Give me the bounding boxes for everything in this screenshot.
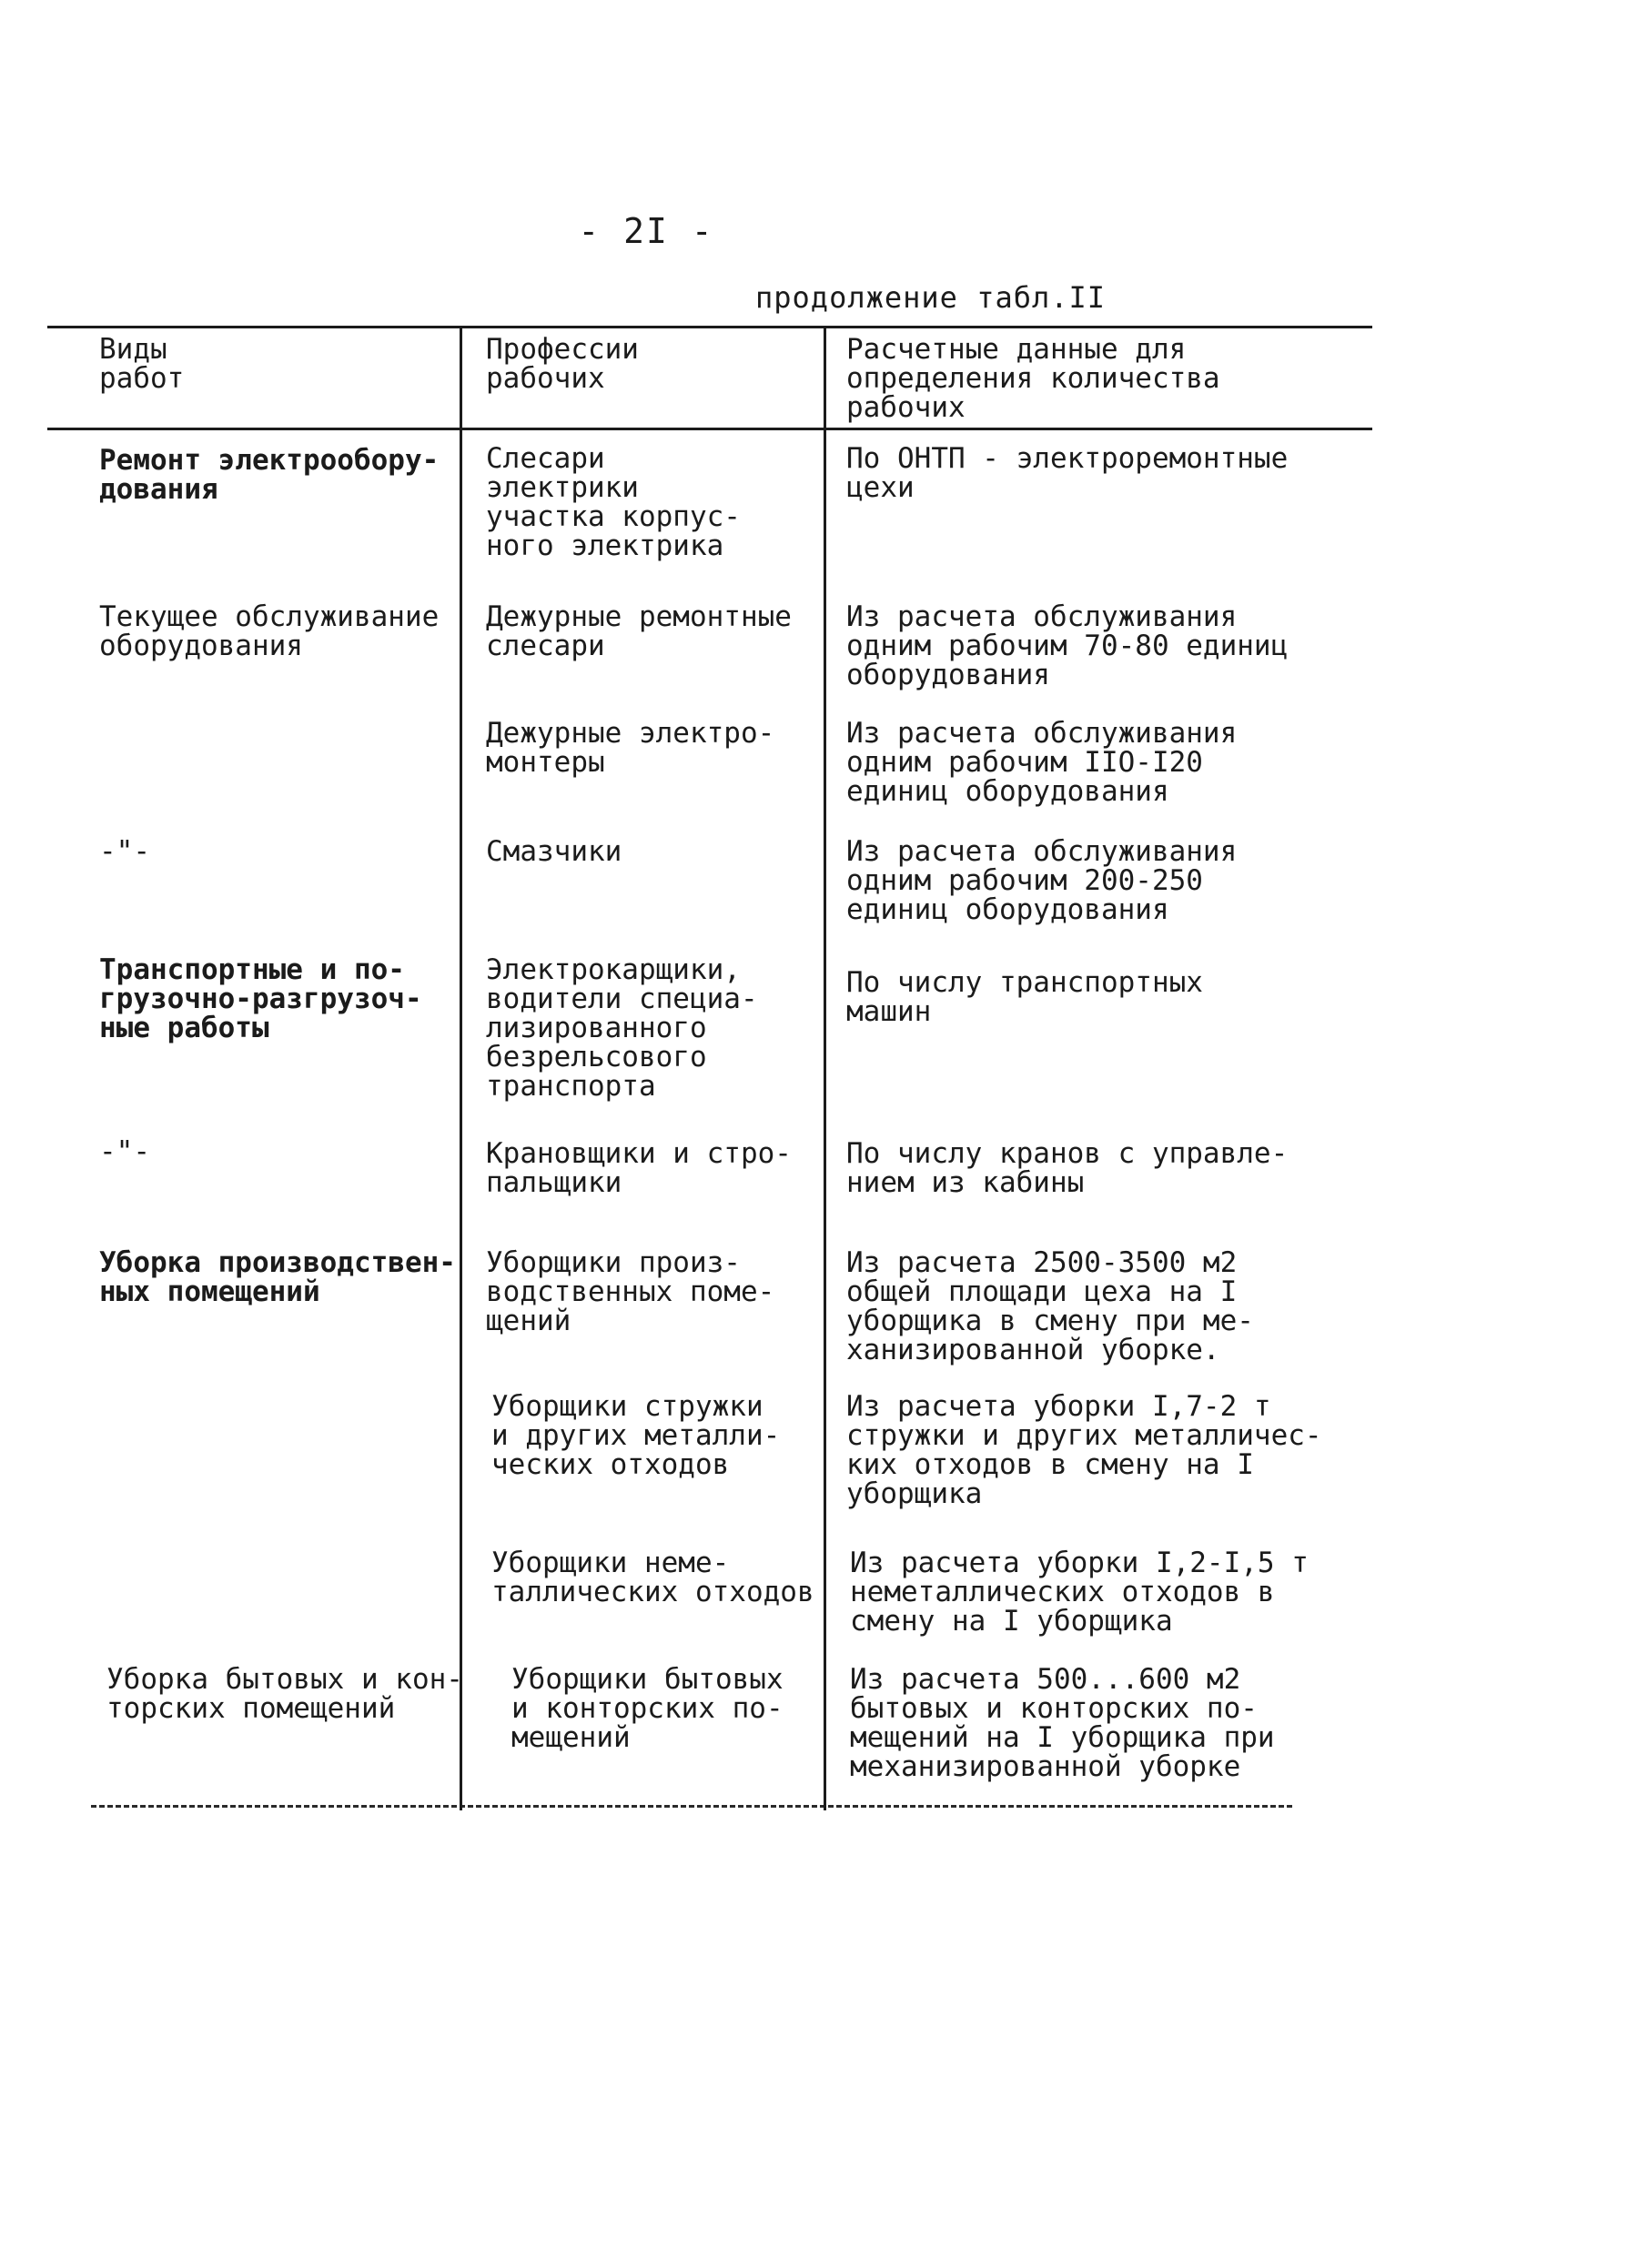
row-3-data: Из расчета обслуживания одним рабочим IIО-I20 единиц оборудования: [846, 717, 1238, 808]
row-1-data: По ОНТП - электроремонтные цехи: [846, 442, 1289, 504]
row-1-profession: Слесари электрики участка корпус- ного электрика: [486, 442, 741, 562]
table-bottom-rule: [91, 1805, 1292, 1808]
column-divider-1: [460, 326, 462, 1810]
header-work-types: Виды работ: [99, 333, 185, 395]
header-professions: Профессии рабочих: [486, 333, 639, 395]
row-7-profession: Уборщики произ- водственных поме- щений: [486, 1246, 775, 1337]
row-7-data: Из расчета 2500-3500 м2 общей площади цеха на I уборщика в смену при ме- ханизированной уборке.: [846, 1246, 1254, 1366]
row-8-profession: Уборщики стружки и других металли- ческих отходов: [491, 1390, 781, 1481]
page-number: - 2I -: [578, 211, 714, 251]
row-1-work: Ремонт электрообору- дования: [99, 444, 440, 506]
row-10-data: Из расчета 500...600 м2 бытовых и конторских по- мещений на I уборщика при механизированной уборке: [850, 1663, 1275, 1783]
row-7-work: Уборка производствен- ных помещений: [99, 1246, 456, 1308]
column-divider-2: [824, 326, 826, 1810]
table-continuation-caption: продолжение табл.II: [755, 280, 1107, 315]
row-3-profession: Дежурные электро- монтеры: [486, 717, 775, 779]
row-5-work: Транспортные и по- грузочно-разгрузоч- ные работы: [99, 953, 422, 1044]
row-8-data: Из расчета уборки I,7-2 т стружки и других металличес- ких отходов в смену на I уборщика: [846, 1390, 1322, 1510]
row-5-data: По числу транспортных машин: [846, 966, 1203, 1028]
row-4-data: Из расчета обслуживания одним рабочим 200-250 единиц оборудования: [846, 835, 1238, 926]
row-2-data: Из расчета обслуживания одним рабочим 70-80 единиц оборудования: [846, 600, 1289, 691]
row-6-work: -"-: [99, 1135, 150, 1168]
row-2-work: Текущее обслуживание оборудования: [99, 600, 440, 662]
table-top-rule: [47, 326, 1372, 328]
workers-table: [47, 318, 1372, 1819]
row-5-profession: Электрокарщики, водители специа- лизированного безрельсового транспорта: [486, 953, 758, 1103]
row-4-work: -"-: [99, 835, 150, 868]
row-6-data: По числу кранов с управле- нием из кабины: [846, 1137, 1289, 1199]
row-10-work: Уборка бытовых и кон- торских помещений: [106, 1663, 463, 1725]
row-4-profession: Смазчики: [486, 835, 622, 868]
row-9-data: Из расчета уборки I,2-I,5 т неметаллических отходов в смену на I уборщика: [850, 1547, 1309, 1638]
header-bottom-rule: [47, 428, 1372, 430]
row-10-profession: Уборщики бытовых и конторских по- мещений: [511, 1663, 784, 1754]
header-calculation-data: Расчетные данные для определения количества рабочих: [846, 333, 1220, 424]
row-2-profession: Дежурные ремонтные слесари: [486, 600, 792, 662]
row-9-profession: Уборщики неме- таллических отходов: [491, 1547, 814, 1608]
row-6-profession: Крановщики и стро- пальщики: [486, 1137, 792, 1199]
